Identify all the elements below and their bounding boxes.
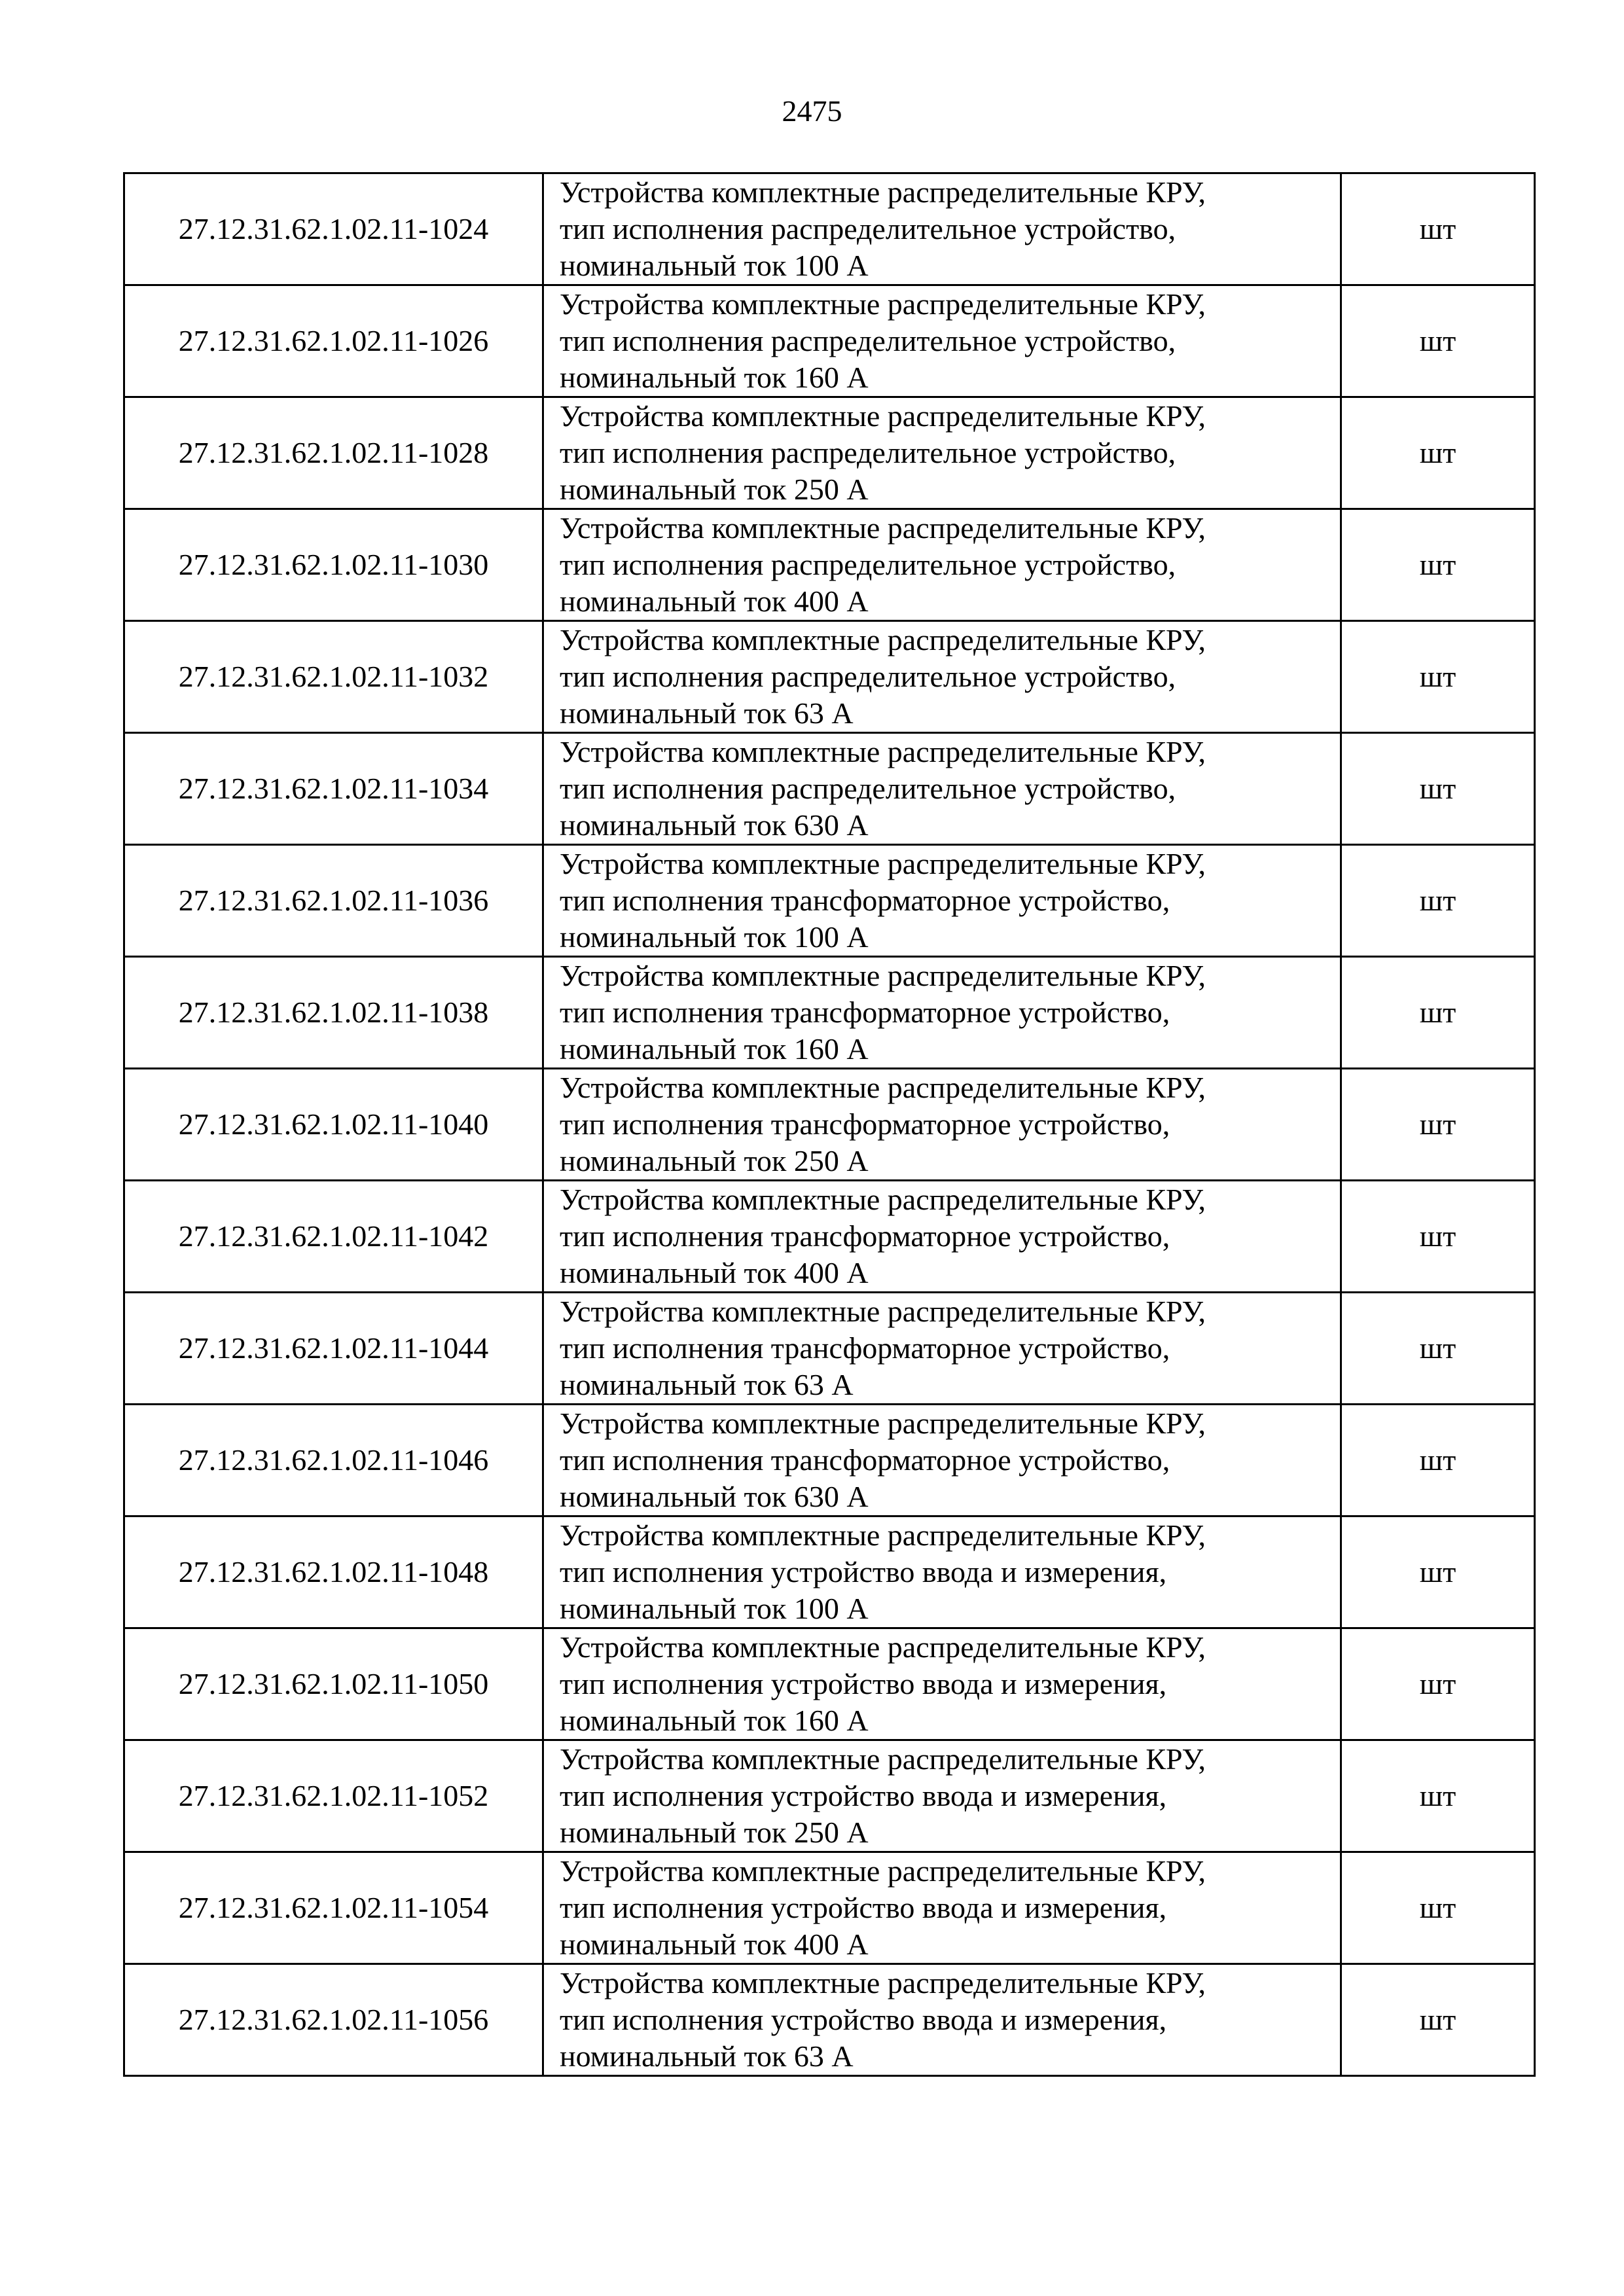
description-cell bbox=[543, 1628, 1341, 1740]
description-cell bbox=[543, 733, 1341, 845]
description-line: номинальный ток 100 А bbox=[560, 1592, 869, 1625]
description-line: Устройства комплектные распределительные КРУ, bbox=[560, 1295, 1206, 1328]
description-line: Устройства комплектные распределительные КРУ, bbox=[560, 1518, 1206, 1552]
description-line: номинальный ток 100 А bbox=[560, 249, 869, 282]
code-cell: 27.12.31.62.1.02.11-1034 bbox=[124, 733, 543, 845]
description-line: Устройства комплектные распределительные КРУ, bbox=[560, 959, 1206, 992]
description-cell bbox=[543, 397, 1341, 509]
description-line: тип исполнения трансформаторное устройство, bbox=[560, 1219, 1170, 1253]
description-line: тип исполнения трансформаторное устройство, bbox=[560, 884, 1170, 917]
code-cell: 27.12.31.62.1.02.11-1038 bbox=[124, 957, 543, 1069]
table-row bbox=[124, 397, 1535, 509]
table-row bbox=[124, 285, 1535, 397]
description-line: номинальный ток 160 А bbox=[560, 1032, 869, 1066]
description-line: номинальный ток 63 А bbox=[560, 1368, 854, 1401]
table-row bbox=[124, 733, 1535, 845]
description-line: Устройства комплектные распределительные КРУ, bbox=[560, 1407, 1206, 1440]
description-cell bbox=[543, 509, 1341, 621]
description-line: Устройства комплектные распределительные КРУ, bbox=[560, 735, 1206, 768]
description-line: номинальный ток 630 А bbox=[560, 1480, 869, 1513]
description-line: номинальный ток 400 А bbox=[560, 1928, 869, 1961]
unit-cell: шт bbox=[1341, 845, 1535, 957]
description-cell bbox=[543, 957, 1341, 1069]
table-row bbox=[124, 173, 1535, 285]
page-number: 2475 bbox=[782, 94, 842, 128]
unit-cell: шт bbox=[1341, 173, 1535, 285]
description-cell bbox=[543, 1069, 1341, 1181]
table-row bbox=[124, 621, 1535, 733]
table-row bbox=[124, 1069, 1535, 1181]
description-line: тип исполнения трансформаторное устройство, bbox=[560, 1443, 1170, 1477]
code-cell: 27.12.31.62.1.02.11-1046 bbox=[124, 1405, 543, 1516]
description-line: тип исполнения распределительное устройство, bbox=[560, 212, 1176, 245]
description-line: Устройства комплектные распределительные КРУ, bbox=[560, 847, 1206, 880]
description-line: тип исполнения распределительное устройство, bbox=[560, 660, 1176, 693]
code-cell: 27.12.31.62.1.02.11-1040 bbox=[124, 1069, 543, 1181]
description-line: номинальный ток 63 А bbox=[560, 696, 854, 730]
table-row bbox=[124, 1964, 1535, 2076]
classifier-table bbox=[123, 172, 1536, 2077]
table-row bbox=[124, 845, 1535, 957]
code-cell: 27.12.31.62.1.02.11-1032 bbox=[124, 621, 543, 733]
code-cell: 27.12.31.62.1.02.11-1054 bbox=[124, 1852, 543, 1964]
description-line: номинальный ток 63 А bbox=[560, 2039, 854, 2073]
unit-cell: шт bbox=[1341, 1405, 1535, 1516]
description-cell bbox=[543, 285, 1341, 397]
description-cell bbox=[543, 173, 1341, 285]
description-line: номинальный ток 160 А bbox=[560, 1704, 869, 1737]
description-cell bbox=[543, 1964, 1341, 2076]
description-line: тип исполнения распределительное устройство, bbox=[560, 772, 1176, 805]
description-line: Устройства комплектные распределительные КРУ, bbox=[560, 175, 1206, 209]
description-line: номинальный ток 400 А bbox=[560, 584, 869, 618]
unit-cell: шт bbox=[1341, 1516, 1535, 1628]
unit-cell: шт bbox=[1341, 1181, 1535, 1293]
unit-cell: шт bbox=[1341, 509, 1535, 621]
table-row bbox=[124, 1516, 1535, 1628]
unit-cell: шт bbox=[1341, 397, 1535, 509]
description-line: Устройства комплектные распределительные КРУ, bbox=[560, 1966, 1206, 2000]
table-row bbox=[124, 1628, 1535, 1740]
description-line: Устройства комплектные распределительные КРУ, bbox=[560, 1630, 1206, 1664]
description-line: номинальный ток 160 А bbox=[560, 361, 869, 394]
table-row bbox=[124, 1181, 1535, 1293]
description-cell bbox=[543, 1293, 1341, 1405]
description-line: номинальный ток 100 А bbox=[560, 920, 869, 954]
description-line: тип исполнения устройство ввода и измерения, bbox=[560, 1779, 1167, 1812]
unit-cell: шт bbox=[1341, 1852, 1535, 1964]
unit-cell: шт bbox=[1341, 1293, 1535, 1405]
description-line: номинальный ток 250 А bbox=[560, 1816, 869, 1849]
code-cell: 27.12.31.62.1.02.11-1042 bbox=[124, 1181, 543, 1293]
unit-cell: шт bbox=[1341, 285, 1535, 397]
table-row bbox=[124, 1293, 1535, 1405]
description-line: тип исполнения распределительное устройство, bbox=[560, 324, 1176, 357]
code-cell: 27.12.31.62.1.02.11-1048 bbox=[124, 1516, 543, 1628]
description-line: номинальный ток 630 А bbox=[560, 808, 869, 842]
description-line: Устройства комплектные распределительные КРУ, bbox=[560, 1742, 1206, 1776]
unit-cell: шт bbox=[1341, 957, 1535, 1069]
code-cell: 27.12.31.62.1.02.11-1030 bbox=[124, 509, 543, 621]
table-row bbox=[124, 1405, 1535, 1516]
description-line: тип исполнения распределительное устройство, bbox=[560, 436, 1176, 469]
description-line: тип исполнения трансформаторное устройство, bbox=[560, 996, 1170, 1029]
description-line: Устройства комплектные распределительные КРУ, bbox=[560, 511, 1206, 545]
unit-cell: шт bbox=[1341, 1069, 1535, 1181]
code-cell: 27.12.31.62.1.02.11-1024 bbox=[124, 173, 543, 285]
description-line: тип исполнения устройство ввода и измерения, bbox=[560, 1555, 1167, 1588]
description-cell bbox=[543, 1181, 1341, 1293]
description-line: Устройства комплектные распределительные КРУ, bbox=[560, 399, 1206, 433]
description-cell bbox=[543, 621, 1341, 733]
description-line: номинальный ток 400 А bbox=[560, 1256, 869, 1289]
description-cell bbox=[543, 1516, 1341, 1628]
unit-cell: шт bbox=[1341, 1628, 1535, 1740]
description-line: Устройства комплектные распределительные КРУ, bbox=[560, 287, 1206, 321]
description-line: Устройства комплектные распределительные КРУ, bbox=[560, 1071, 1206, 1104]
unit-cell: шт bbox=[1341, 1740, 1535, 1852]
code-cell: 27.12.31.62.1.02.11-1056 bbox=[124, 1964, 543, 2076]
table-row bbox=[124, 1852, 1535, 1964]
unit-cell: шт bbox=[1341, 733, 1535, 845]
description-line: тип исполнения устройство ввода и измерения, bbox=[560, 2003, 1167, 2036]
code-cell: 27.12.31.62.1.02.11-1036 bbox=[124, 845, 543, 957]
table-body bbox=[124, 173, 1535, 2076]
description-line: номинальный ток 250 А bbox=[560, 1144, 869, 1177]
code-cell: 27.12.31.62.1.02.11-1050 bbox=[124, 1628, 543, 1740]
unit-cell: шт bbox=[1341, 1964, 1535, 2076]
description-line: тип исполнения трансформаторное устройство, bbox=[560, 1107, 1170, 1141]
description-cell bbox=[543, 845, 1341, 957]
description-line: номинальный ток 250 А bbox=[560, 473, 869, 506]
description-cell bbox=[543, 1740, 1341, 1852]
table-row bbox=[124, 1740, 1535, 1852]
description-line: тип исполнения распределительное устройство, bbox=[560, 548, 1176, 581]
code-cell: 27.12.31.62.1.02.11-1026 bbox=[124, 285, 543, 397]
code-cell: 27.12.31.62.1.02.11-1044 bbox=[124, 1293, 543, 1405]
description-cell bbox=[543, 1405, 1341, 1516]
table-row bbox=[124, 509, 1535, 621]
description-line: тип исполнения устройство ввода и измерения, bbox=[560, 1667, 1167, 1700]
unit-cell: шт bbox=[1341, 621, 1535, 733]
description-cell bbox=[543, 1852, 1341, 1964]
code-cell: 27.12.31.62.1.02.11-1028 bbox=[124, 397, 543, 509]
description-line: тип исполнения трансформаторное устройство, bbox=[560, 1331, 1170, 1365]
code-cell: 27.12.31.62.1.02.11-1052 bbox=[124, 1740, 543, 1852]
description-line: Устройства комплектные распределительные КРУ, bbox=[560, 623, 1206, 656]
description-line: Устройства комплектные распределительные КРУ, bbox=[560, 1183, 1206, 1216]
table-row bbox=[124, 957, 1535, 1069]
description-line: тип исполнения устройство ввода и измерения, bbox=[560, 1891, 1167, 1924]
description-line: Устройства комплектные распределительные КРУ, bbox=[560, 1854, 1206, 1888]
